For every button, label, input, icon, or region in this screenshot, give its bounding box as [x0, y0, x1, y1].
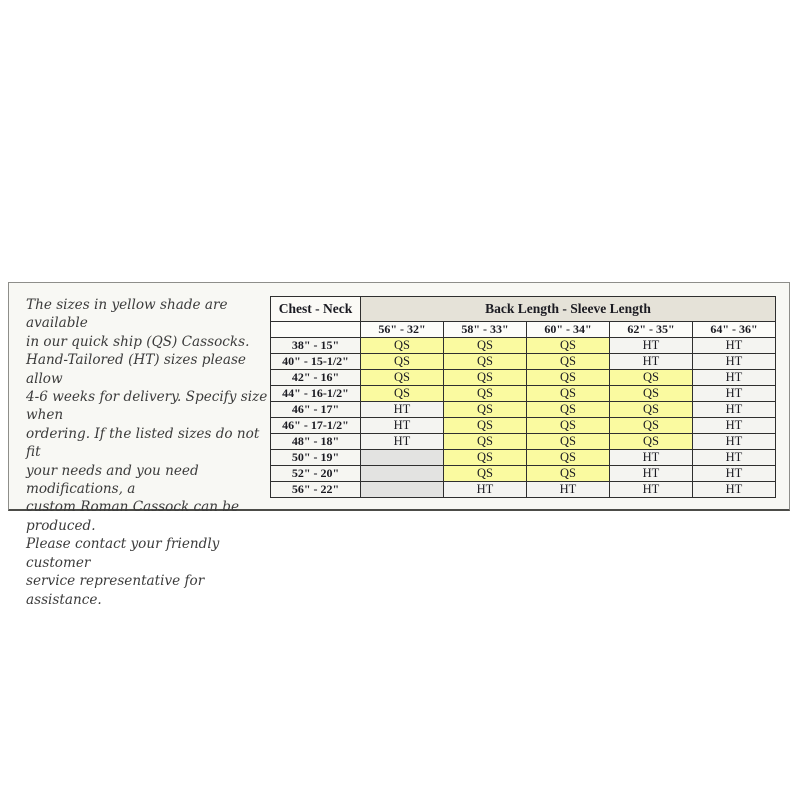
size-cell-empty — [361, 450, 444, 466]
column-header: 62" - 35" — [610, 322, 693, 338]
subheader-row — [271, 322, 776, 338]
size-cell-qs: QS — [610, 418, 693, 434]
size-cell-qs: QS — [527, 450, 610, 466]
size-cell-ht: HT — [693, 402, 776, 418]
size-cell-ht: HT — [610, 450, 693, 466]
size-cell-ht: HT — [693, 450, 776, 466]
size-cell-qs: QS — [527, 338, 610, 354]
size-cell-ht: HT — [693, 354, 776, 370]
size-cell-ht: HT — [693, 338, 776, 354]
size-cell-qs: QS — [527, 370, 610, 386]
note-line: custom Roman Cassock can be produced. — [26, 499, 240, 534]
size-cell-qs: QS — [527, 354, 610, 370]
table-row — [271, 466, 776, 482]
table-row — [271, 402, 776, 418]
size-cell-ht: HT — [693, 370, 776, 386]
quick-ship-note — [26, 296, 271, 609]
size-cell-ht: HT — [693, 418, 776, 434]
table-row — [271, 450, 776, 466]
header-row — [271, 297, 776, 322]
size-cell-ht: HT — [693, 386, 776, 402]
note-line: service representative for assistance. — [26, 573, 205, 608]
row-label: 42" - 16" — [271, 370, 361, 386]
size-cell-ht: HT — [361, 434, 444, 450]
size-cell-qs: QS — [444, 450, 527, 466]
size-cell-ht: HT — [693, 466, 776, 482]
size-cell-qs: QS — [361, 370, 444, 386]
size-cell-qs: QS — [527, 402, 610, 418]
chest-neck-header: Chest - Neck — [271, 297, 361, 322]
size-cell-qs: QS — [444, 402, 527, 418]
size-cell-ht: HT — [444, 482, 527, 498]
size-cell-empty — [361, 466, 444, 482]
size-cell-qs: QS — [610, 434, 693, 450]
size-cell-qs: QS — [444, 370, 527, 386]
note-line: ordering. If the listed sizes do not fit — [26, 425, 260, 461]
note-line: The sizes in yellow shade are available — [26, 297, 228, 332]
column-header: 58" - 33" — [444, 322, 527, 338]
size-cell-qs: QS — [361, 338, 444, 354]
table-row — [271, 434, 776, 450]
column-header: 56" - 32" — [361, 322, 444, 338]
back-sleeve-header: Back Length - Sleeve Length — [361, 297, 776, 322]
size-cell-ht: HT — [527, 482, 610, 498]
size-cell-qs: QS — [610, 402, 693, 418]
row-label: 44" - 16-1/2" — [271, 386, 361, 402]
size-cell-ht: HT — [361, 418, 444, 434]
size-chart-body — [271, 338, 776, 498]
note-line: your needs and you need modifications, a — [26, 462, 199, 498]
column-header: 64" - 36" — [693, 322, 776, 338]
size-cell-qs: QS — [527, 434, 610, 450]
size-cell-ht: HT — [610, 466, 693, 482]
size-cell-ht: HT — [610, 354, 693, 370]
size-cell-qs: QS — [361, 354, 444, 370]
row-label: 52" - 20" — [271, 466, 361, 482]
row-label: 40" - 15-1/2" — [271, 354, 361, 370]
note-line: 4-6 weeks for delivery. Specify size when — [26, 389, 268, 424]
size-cell-qs: QS — [444, 466, 527, 482]
row-label: 46" - 17" — [271, 402, 361, 418]
size-cell-qs: QS — [444, 386, 527, 402]
size-cell-qs: QS — [444, 338, 527, 354]
info-panel — [8, 282, 790, 608]
empty-header-cell — [271, 322, 361, 338]
note-line: Please contact your friendly customer — [26, 536, 220, 571]
size-cell-ht: HT — [610, 338, 693, 354]
table-row — [271, 338, 776, 354]
note-line: in our quick ship (QS) Cassocks. — [26, 333, 250, 350]
size-cell-qs: QS — [444, 354, 527, 370]
row-label: 50" - 19" — [271, 450, 361, 466]
size-cell-qs: QS — [444, 418, 527, 434]
table-row — [271, 370, 776, 386]
size-cell-qs: QS — [527, 386, 610, 402]
table-row — [271, 482, 776, 498]
size-cell-qs: QS — [527, 418, 610, 434]
row-label: 48" - 18" — [271, 434, 361, 450]
table-row — [271, 418, 776, 434]
size-cell-ht: HT — [693, 482, 776, 498]
row-label: 38" - 15" — [271, 338, 361, 354]
size-chart-table — [270, 296, 776, 498]
size-cell-qs: QS — [444, 434, 527, 450]
table-row — [271, 386, 776, 402]
table-row — [271, 354, 776, 370]
size-cell-ht: HT — [610, 482, 693, 498]
row-label: 56" - 22" — [271, 482, 361, 498]
size-cell-ht: HT — [693, 434, 776, 450]
row-label: 46" - 17-1/2" — [271, 418, 361, 434]
size-cell-qs: QS — [610, 386, 693, 402]
size-cell-ht: HT — [361, 402, 444, 418]
note-line: Hand-Tailored (HT) sizes please allow — [26, 352, 246, 387]
size-cell-qs: QS — [610, 370, 693, 386]
column-header: 60" - 34" — [527, 322, 610, 338]
size-cell-qs: QS — [361, 386, 444, 402]
size-cell-qs: QS — [527, 466, 610, 482]
size-cell-empty — [361, 482, 444, 498]
